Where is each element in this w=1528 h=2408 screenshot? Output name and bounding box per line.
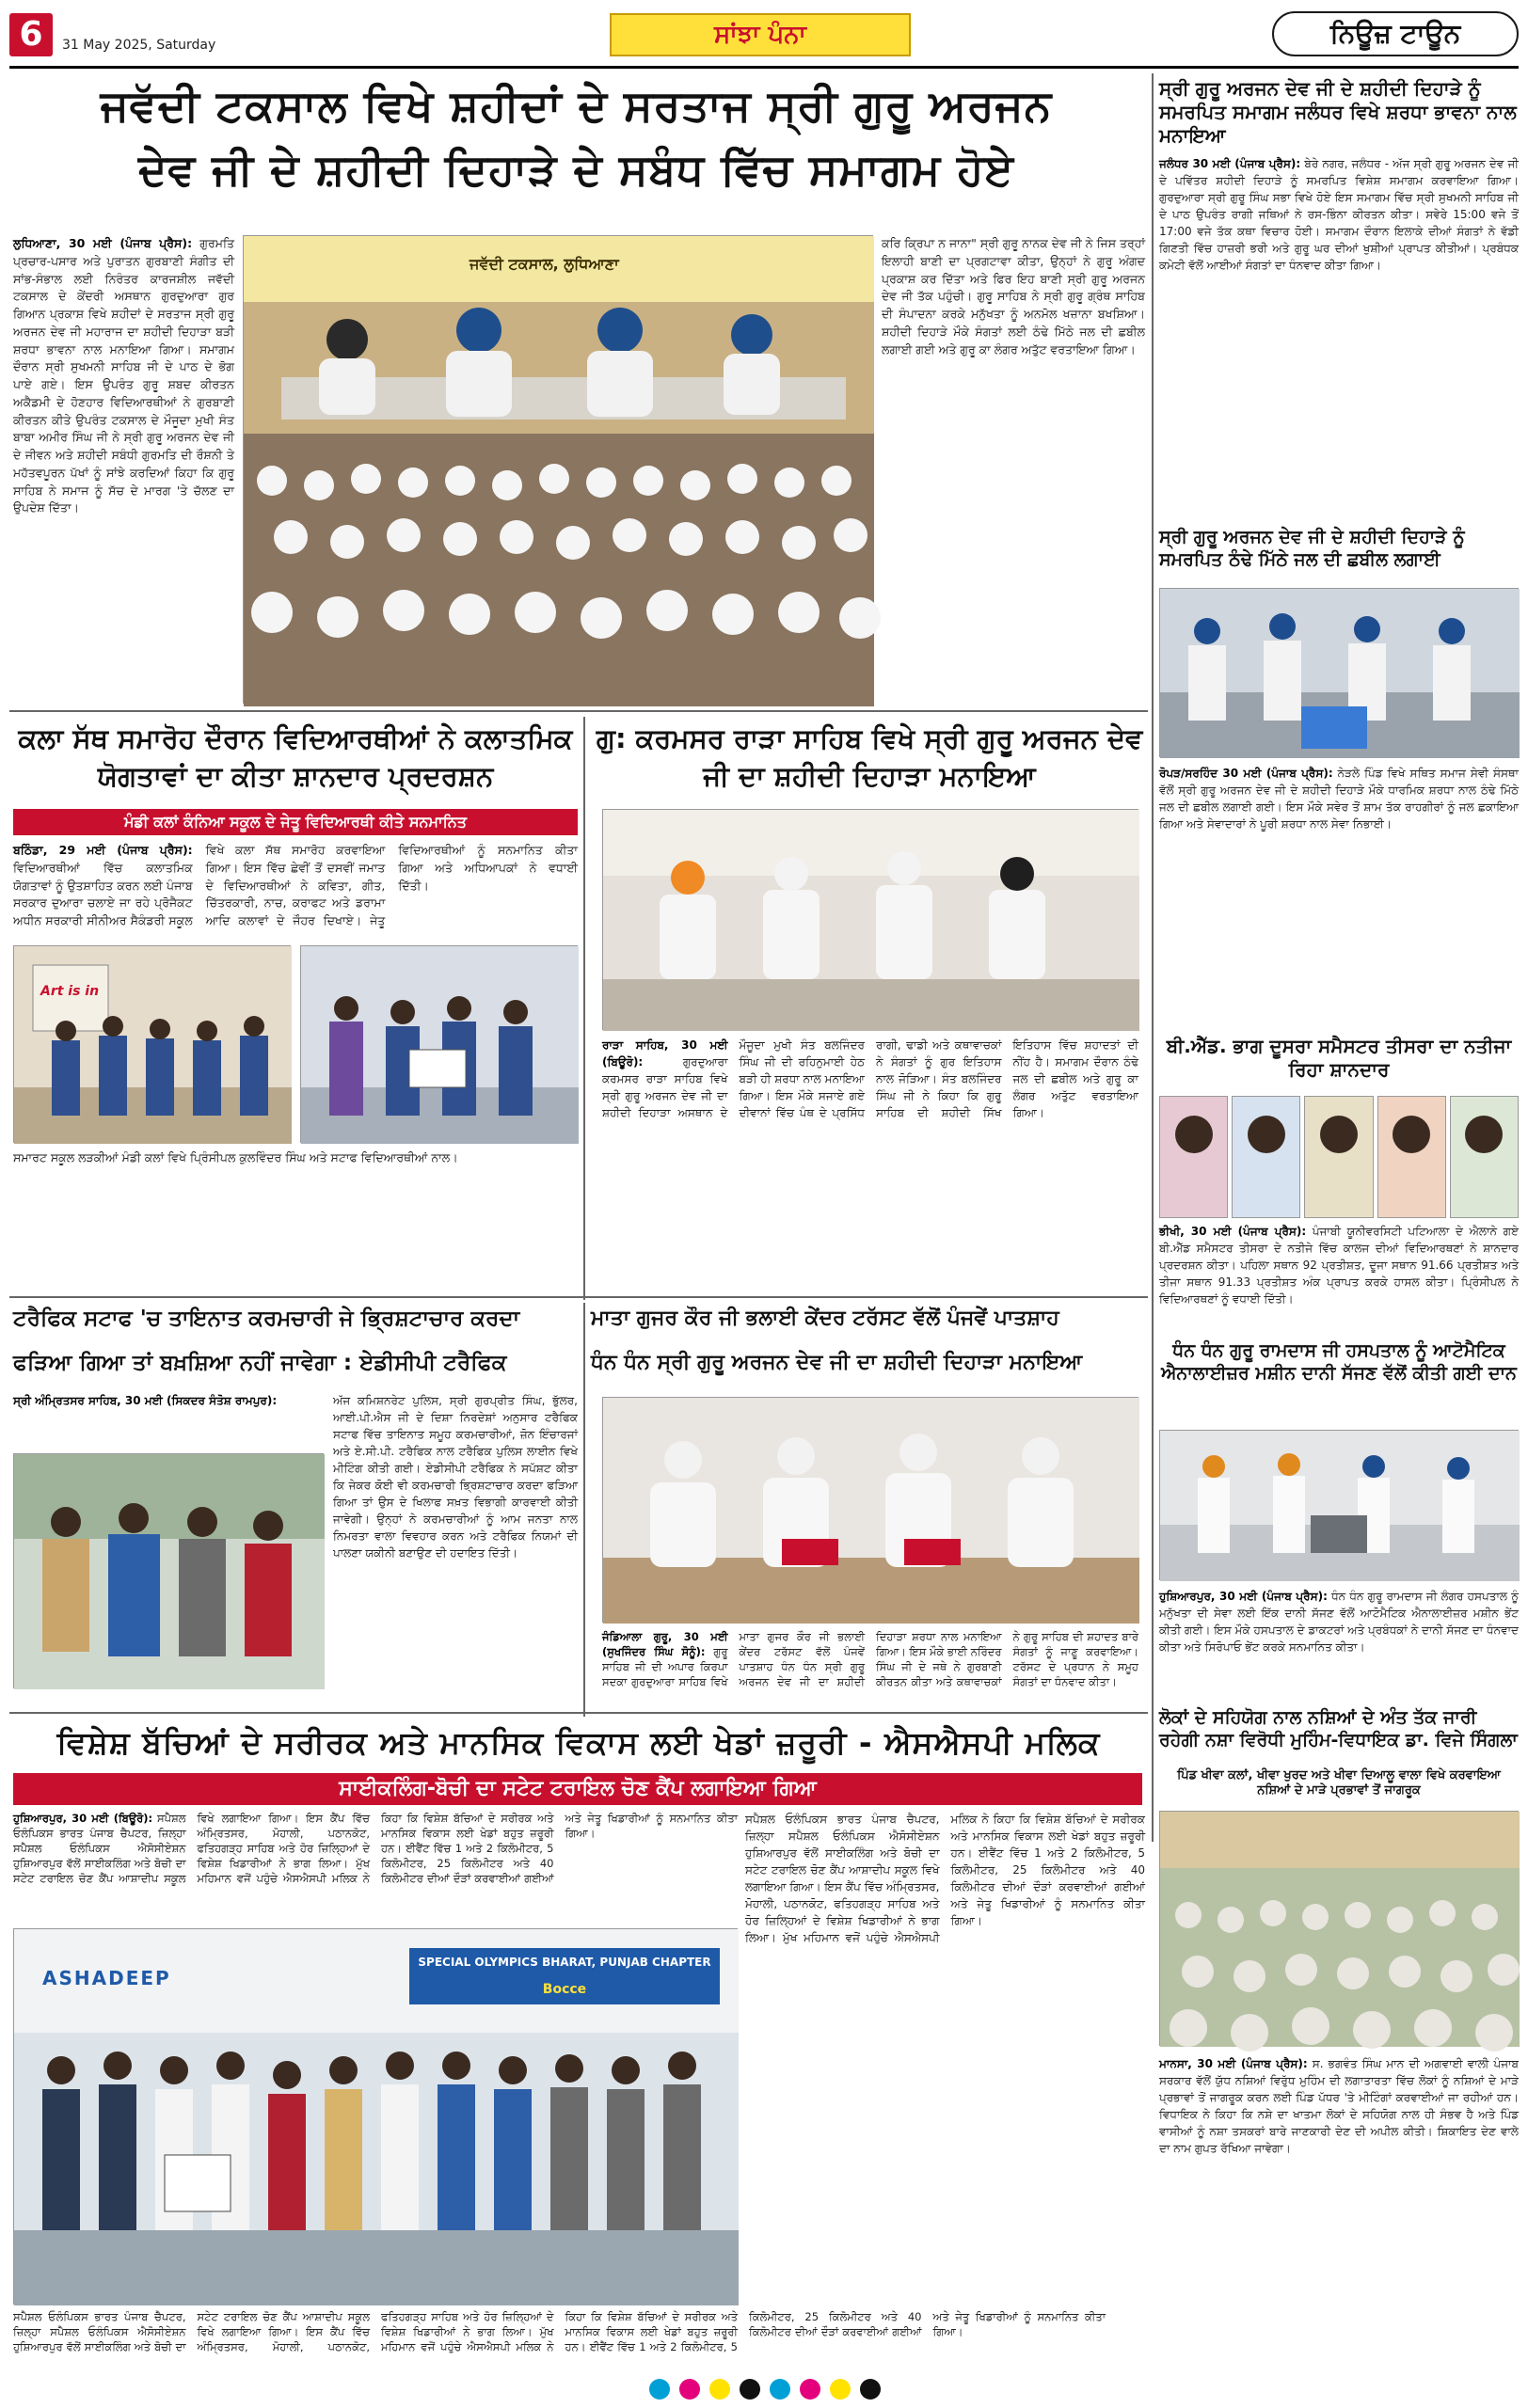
issue-date: 31 May 2025, Saturday: [62, 38, 216, 53]
traffic-body: [333, 1392, 578, 1693]
right-story5-dateline: ਮਾਨਸਾ, 30 ਮਈ (ਪੰਜਾਬ ਪ੍ਰੈਸ):: [1159, 2057, 1308, 2070]
right-column-rule: [1152, 73, 1154, 1842]
chhabeel-illustration: [1160, 589, 1520, 758]
sports-photo: [13, 1928, 738, 2305]
right-story4-dateline: ਹੁਸ਼ਿਆਰਪੁਰ, 30 ਮਈ (ਪੰਜਾਬ ਪ੍ਰੈਸ):: [1159, 1590, 1328, 1603]
topper-photo: [1232, 1096, 1300, 1218]
reg-dot-magenta: [679, 2379, 700, 2400]
page-number-box: [9, 13, 53, 56]
kirtan-stage-illustration: [244, 236, 874, 705]
brand-logo: [1272, 11, 1519, 56]
lead-dateline: ਲੁਧਿਆਣਾ, 30 ਮਈ (ਪੰਜਾਬ ਪ੍ਰੈਸ):: [13, 236, 193, 250]
topper-photo: [1304, 1096, 1373, 1218]
mid-left-photo-2: [300, 945, 578, 1143]
mata-gujar-rule: [583, 1303, 585, 1717]
mid-center-headline: ਗੁ: ਕਰਮਸਰ ਰਾੜਾ ਸਾਹਿਬ ਵਿਖੇ ਸ੍ਰੀ ਗੁਰੂ ਅਰਜਨ ਦੇਵ ਜੀ ਦਾ ਸ਼ਹੀਦੀ ਦਿਹਾੜਾ ਮਨਾਇਆ: [596, 722, 1143, 792]
mid-center-dateline: ਰਾੜਾ ਸਾਹਿਬ, 30 ਮਈ (ਬਿਊਰੋ):: [602, 1038, 728, 1069]
right-story5-text: ਸ. ਭਗਵੰਤ ਸਿੰਘ ਮਾਨ ਦੀ ਅਗਵਾਈ ਵਾਲੀ ਪੰਜਾਬ ਸਰਕਾਰ ਵੱਲੋਂ ਯੁੱਧ ਨਸ਼ਿਆਂ ਵਿਰੁੱਧ ਮੁਹਿੰਮ ਦੀ ਲਗਾਤਾਰਤਾ ਵਿੱਚ ਲੋਕਾਂ ਨੂੰ ਨਸ਼ਿਆਂ ਦੇ ਮਾੜੇ ਪ੍ਰਭਾਵਾਂ ਤੋਂ ਜਾਗਰੂਕ ਕਰਨ ਲਈ ਪਿੰਡ ਪੱਧਰ 'ਤੇ ਮੀਟਿੰਗਾਂ ਕਰਵਾਈਆਂ ਜਾ ਰਹੀਆਂ ਹਨ। ਵਿਧਾਇਕ ਨੇ ਕਿਹਾ ਕਿ ਨਸ਼ੇ ਦਾ ਖਾਤਮਾ ਲੋਕਾਂ ਦੇ ਸਹਿਯੋਗ ਨਾਲ ਹੀ ਸੰਭਵ ਹੈ ਅਤੇ ਪਿੰਡ ਵਾਸੀਆਂ ਨੂੰ ਨਸ਼ਾ ਤਸਕਰਾਂ ਬਾਰੇ ਜਾਣਕਾਰੀ ਦੇਣ ਦੀ ਅਪੀਲ ਕੀਤੀ। ਸ਼ਿਕਾਇਤ ਦੇਣ ਵਾਲੇ ਦਾ ਨਾਮ ਗੁਪਤ ਰੱਖਿਆ ਜਾਵੇਗਾ।: [1159, 2057, 1519, 2155]
topper-photo: [1377, 1096, 1446, 1218]
lead-headline-1: ਜਵੱਦੀ ਟਕਸਾਲ ਵਿਖੇ ਸ਼ਹੀਦਾਂ ਦੇ ਸਰਤਾਜ ਸ੍ਰੀ ਗੁਰੂ ਅਰਜਨ: [100, 80, 1053, 131]
mata-gujar-dateline: ਜੰਡਿਆਲਾ ਗੁਰੂ, 30 ਮਈ (ਸੁਖਜਿੰਦਰ ਸਿੰਘ ਸੋਨੂੰ):: [602, 1630, 728, 1659]
right-story1-body: [1159, 155, 1519, 517]
right-story4-body: [1159, 1588, 1519, 1705]
right-story1-text: ਬੇਰੇ ਨਗਰ, ਜਲੰਧਰ - ਅੱਜ ਸ੍ਰੀ ਗੁਰੂ ਅਰਜਨ ਦੇਵ ਜੀ ਦੇ ਪਵਿੱਤਰ ਸ਼ਹੀਦੀ ਦਿਹਾੜੇ ਨੂੰ ਸਮਰਪਿਤ ਵਿਸ਼ੇਸ਼ ਸਮਾਗਮ ਕਰਵਾਇਆ ਗਿਆ। ਗੁਰਦੁਆਰਾ ਸ੍ਰੀ ਗੁਰੂ ਸਿੰਘ ਸਭਾ ਵਿਖੇ ਹੋਏ ਇਸ ਸਮਾਗਮ ਵਿੱਚ ਸ੍ਰੀ ਸੁਖਮਨੀ ਸਾਹਿਬ ਜੀ ਦੇ ਪਾਠ ਉਪਰੰਤ ਰਾਗੀ ਜਥਿਆਂ ਨੇ ਰਸ-ਭਿੰਨਾ ਕੀਰਤਨ ਕੀਤਾ। ਸਵੇਰੇ 15:00 ਵਜੇ ਤੋਂ 17:00 ਵਜੇ ਤੱਕ ਕਥਾ ਵਿਚਾਰ ਹੋਈ। ਸਮਾਗਮ ਦੌਰਾਨ ਇਲਾਕੇ ਦੀਆਂ ਸੰਗਤਾਂ ਨੇ ਵੱਡੀ ਗਿਣਤੀ ਵਿੱਚ ਹਾਜ਼ਰੀ ਭਰੀ ਅਤੇ ਗੁਰੂ ਘਰ ਦੀਆਂ ਖੁਸ਼ੀਆਂ ਪ੍ਰਾਪਤ ਕੀਤੀਆਂ। ਪ੍ਰਬੰਧਕ ਕਮੇਟੀ ਵੱਲੋਂ ਆਈਆਂ ਸੰਗਤਾਂ ਦਾ ਧੰਨਵਾਦ ਕੀਤਾ ਗਿਆ।: [1159, 157, 1519, 272]
art-sign: Art is in: [40, 984, 100, 999]
lead-photo-banner: ਜਵੱਦੀ ਟਕਸਾਲ, ਲੁਧਿਆਣਾ: [470, 255, 619, 273]
mid-divider: [9, 1296, 1148, 1298]
lead-divider: [9, 710, 1148, 712]
mid-center-body: [602, 1037, 1138, 1289]
sports-photo-sub: Bocce: [542, 1982, 587, 1997]
lead-body-left: [13, 235, 234, 687]
header-rule: [9, 66, 1519, 69]
mid-left-caption: [13, 1149, 578, 1281]
mid-left-body: [13, 842, 578, 941]
reg-dot-magenta: [800, 2379, 820, 2400]
sports-body-bottom: [13, 2309, 1106, 2368]
traffic-body-top: [13, 1392, 333, 1449]
traffic-photo: [13, 1453, 324, 1688]
mata-gujar-body: [602, 1629, 1138, 1704]
sports-photo-banner: SPECIAL OLYMPICS BHARAT, PUNJAB CHAPTER: [418, 1956, 711, 1969]
right-story3-body: [1159, 1223, 1519, 1336]
mid-center-text: ਗੁਰਦੁਆਰਾ ਕਰਮਸਰ ਰਾੜਾ ਸਾਹਿਬ ਵਿਖੇ ਸ੍ਰੀ ਗੁਰੂ ਅਰਜਨ ਦੇਵ ਜੀ ਦਾ ਸ਼ਹੀਦੀ ਦਿਹਾੜਾ ਅਸਥਾਨ ਦੇ ਮੌਜੂਦਾ ਮੁਖੀ ਸੰਤ ਬਲਜਿੰਦਰ ਸਿੰਘ ਜੀ ਦੀ ਰਹਿਨੁਮਾਈ ਹੇਠ ਬੜੀ ਹੀ ਸ਼ਰਧਾ ਨਾਲ ਮਨਾਇਆ ਗਿਆ। ਇਸ ਮੌਕੇ ਸਜਾਏ ਗਏ ਦੀਵਾਨਾਂ ਵਿੱਚ ਪੰਥ ਦੇ ਪ੍ਰਸਿੱਧ ਰਾਗੀ, ਢਾਡੀ ਅਤੇ ਕਥਾਵਾਚਕਾਂ ਨੇ ਸੰਗਤਾਂ ਨੂੰ ਗੁਰ ਇਤਿਹਾਸ ਨਾਲ ਜੋੜਿਆ। ਸੰਤ ਬਲਜਿੰਦਰ ਸਿੰਘ ਜੀ ਨੇ ਕਿਹਾ ਕਿ ਗੁਰੂ ਸਾਹਿਬ ਦੀ ਸ਼ਹੀਦੀ ਸਿੱਖ ਇਤਿਹਾਸ ਵਿੱਚ ਸ਼ਹਾਦਤਾਂ ਦੀ ਨੀਂਹ ਹੈ। ਸਮਾਗਮ ਦੌਰਾਨ ਠੰਢੇ ਜਲ ਦੀ ਛਬੀਲ ਅਤੇ ਗੁਰੂ ਕਾ ਲੰਗਰ ਅਤੁੱਟ ਵਰਤਾਇਆ ਗਿਆ।: [602, 1038, 1138, 1119]
sports-text-bottom: ਸਪੈਸ਼ਲ ਓਲੰਪਿਕਸ ਭਾਰਤ ਪੰਜਾਬ ਚੈਪਟਰ, ਜ਼ਿਲ੍ਹਾ ਸਪੈਸ਼ਲ ਓਲੰਪਿਕਸ ਐਸੋਸੀਏਸ਼ਨ ਹੁਸ਼ਿਆਰਪੁਰ ਵੱਲੋਂ ਸਾਈਕਲਿੰਗ ਅਤੇ ਬੋਚੀ ਦਾ ਸਟੇਟ ਟਰਾਇਲ ਚੋਣ ਕੈਂਪ ਆਸ਼ਾਦੀਪ ਸਕੂਲ ਵਿਖੇ ਲਗਾਇਆ ਗਿਆ। ਇਸ ਕੈਂਪ ਵਿੱਚ ਅੰਮ੍ਰਿਤਸਰ, ਮੋਹਾਲੀ, ਪਠਾਨਕੋਟ, ਫਤਿਹਗੜ੍ਹ ਸਾਹਿਬ ਅਤੇ ਹੋਰ ਜ਼ਿਲ੍ਹਿਆਂ ਦੇ ਵਿਸ਼ੇਸ਼ ਖਿਡਾਰੀਆਂ ਨੇ ਭਾਗ ਲਿਆ। ਮੁੱਖ ਮਹਿਮਾਨ ਵਜੋਂ ਪਹੁੰਚੇ ਐਸਐਸਪੀ ਮਲਿਕ ਨੇ ਕਿਹਾ ਕਿ ਵਿਸ਼ੇਸ਼ ਬੱਚਿਆਂ ਦੇ ਸਰੀਰਕ ਅਤੇ ਮਾਨਸਿਕ ਵਿਕਾਸ ਲਈ ਖੇਡਾਂ ਬਹੁਤ ਜ਼ਰੂਰੀ ਹਨ। ਈਵੈਂਟ ਵਿੱਚ 1 ਅਤੇ 2 ਕਿਲੋਮੀਟਰ, 5 ਕਿਲੋਮੀਟਰ, 25 ਕਿਲੋਮੀਟਰ ਅਤੇ 40 ਕਿਲੋਮੀਟਰ ਦੀਆਂ ਦੌੜਾਂ ਕਰਵਾਈਆਂ ਗਈਆਂ ਅਤੇ ਜੇਤੂ ਖਿਡਾਰੀਆਂ ਨੂੰ ਸਨਮਾਨਿਤ ਕੀਤਾ ਗਿਆ।: [13, 2310, 1106, 2354]
sports-body-top: [13, 1811, 738, 1922]
mid-center-photo: [602, 809, 1138, 1030]
right-story5-photo: [1159, 1811, 1519, 2046]
right-story3-text: ਪੰਜਾਬੀ ਯੂਨੀਵਰਸਿਟੀ ਪਟਿਆਲਾ ਦੇ ਐਲਾਨੇ ਗਏ ਬੀ.ਐੱਡ ਸਮੈਸਟਰ ਤੀਸਰਾ ਦੇ ਨਤੀਜੇ ਵਿੱਚ ਕਾਲਜ ਦੀਆਂ ਵਿਦਿਆਰਥਣਾਂ ਨੇ ਸ਼ਾਨਦਾਰ ਪ੍ਰਦਰਸ਼ਨ ਕੀਤਾ। ਪਹਿਲਾ ਸਥਾਨ 92 ਪ੍ਰਤੀਸ਼ਤ, ਦੂਜਾ ਸਥਾਨ 91.66 ਪ੍ਰਤੀਸ਼ਤ ਅਤੇ ਤੀਜਾ ਸਥਾਨ 91.33 ਪ੍ਰਤੀਸ਼ਤ ਅੰਕ ਪ੍ਰਾਪਤ ਕਰਕੇ ਹਾਸਲ ਕੀਤਾ। ਪ੍ਰਿੰਸੀਪਲ ਨੇ ਵਿਦਿਆਰਥਣਾਂ ਨੂੰ ਵਧਾਈ ਦਿੱਤੀ।: [1159, 1225, 1519, 1306]
mata-gujar-headline-1: ਮਾਤਾ ਗੁਜਰ ਕੌਰ ਜੀ ਭਲਾਈ ਕੇਂਦਰ ਟਰੱਸਟ ਵੱਲੋਂ ਪੰਜਵੇਂ ਪਾਤਸ਼ਾਹ: [591, 1307, 1059, 1330]
sports-text-right: ਸਪੈਸ਼ਲ ਓਲੰਪਿਕਸ ਭਾਰਤ ਪੰਜਾਬ ਚੈਪਟਰ, ਜ਼ਿਲ੍ਹਾ ਸਪੈਸ਼ਲ ਓਲੰਪਿਕਸ ਐਸੋਸੀਏਸ਼ਨ ਹੁਸ਼ਿਆਰਪੁਰ ਵੱਲੋਂ ਸਾਈਕਲਿੰਗ ਅਤੇ ਬੋਚੀ ਦਾ ਸਟੇਟ ਟਰਾਇਲ ਚੋਣ ਕੈਂਪ ਆਸ਼ਾਦੀਪ ਸਕੂਲ ਵਿਖੇ ਲਗਾਇਆ ਗਿਆ। ਇਸ ਕੈਂਪ ਵਿੱਚ ਅੰਮ੍ਰਿਤਸਰ, ਮੋਹਾਲੀ, ਪਠਾਨਕੋਟ, ਫਤਿਹਗੜ੍ਹ ਸਾਹਿਬ ਅਤੇ ਹੋਰ ਜ਼ਿਲ੍ਹਿਆਂ ਦੇ ਵਿਸ਼ੇਸ਼ ਖਿਡਾਰੀਆਂ ਨੇ ਭਾਗ ਲਿਆ। ਮੁੱਖ ਮਹਿਮਾਨ ਵਜੋਂ ਪਹੁੰਚੇ ਐਸਐਸਪੀ ਮਲਿਕ ਨੇ ਕਿਹਾ ਕਿ ਵਿਸ਼ੇਸ਼ ਬੱਚਿਆਂ ਦੇ ਸਰੀਰਕ ਅਤੇ ਮਾਨਸਿਕ ਵਿਕਾਸ ਲਈ ਖੇਡਾਂ ਬਹੁਤ ਜ਼ਰੂਰੀ ਹਨ। ਈਵੈਂਟ ਵਿੱਚ 1 ਅਤੇ 2 ਕਿਲੋਮੀਟਰ, 5 ਕਿਲੋਮੀਟਰ, 25 ਕਿਲੋਮੀਟਰ ਅਤੇ 40 ਕਿਲੋਮੀਟਰ ਦੀਆਂ ਦੌੜਾਂ ਕਰਵਾਈਆਂ ਗਈਆਂ ਅਤੇ ਜੇਤੂ ਖਿਡਾਰੀਆਂ ਨੂੰ ਸਨਮਾਨਿਤ ਕੀਤਾ ਗਿਆ।: [745, 1813, 1145, 1944]
right-story2-photo: [1159, 588, 1519, 757]
section-banner: [610, 13, 911, 56]
traffic-headline-1: ਟਰੈਫਿਕ ਸਟਾਫ 'ਚ ਤਾਇਨਾਤ ਕਰਮਚਾਰੀ ਜੇ ਭ੍ਰਿਸ਼ਟਾਚਾਰ ਕਰਦਾ: [13, 1307, 520, 1331]
topper-photo: [1450, 1096, 1519, 1218]
lead-body-right: [882, 235, 1145, 704]
sports-divider: [9, 1712, 1148, 1714]
mid-center-rule: [583, 717, 585, 1300]
sports-photo-tag: ASHADEEP: [42, 1967, 171, 1989]
mid-left-headline: ਕਲਾ ਸੱਥ ਸਮਾਰੋਹ ਦੌਰਾਨ ਵਿਦਿਆਰਥੀਆਂ ਨੇ ਕਲਾਤਮਿਕ ਯੋਗਤਾਵਾਂ ਦਾ ਕੀਤਾ ਸ਼ਾਨਦਾਰ ਪ੍ਰਦਰਸ਼ਨ: [18, 722, 573, 792]
right-story2-text: ਨੇੜਲੇ ਪਿੰਡ ਵਿਖੇ ਸਥਿਤ ਸਮਾਜ ਸੇਵੀ ਸੰਸਥਾ ਵੱਲੋਂ ਸ੍ਰੀ ਗੁਰੂ ਅਰਜਨ ਦੇਵ ਜੀ ਦੇ ਸ਼ਹੀਦੀ ਦਿਹਾੜੇ ਮੌਕੇ ਧਾਰਮਿਕ ਸ਼ਰਧਾ ਨਾਲ ਠੰਢੇ ਮਿੱਠੇ ਜਲ ਦੀ ਛਬੀਲ ਲਗਾਈ ਗਈ। ਇਸ ਮੌਕੇ ਸਵੇਰ ਤੋਂ ਸ਼ਾਮ ਤੱਕ ਰਾਹਗੀਰਾਂ ਨੂੰ ਜਲ ਛਕਾਇਆ ਗਿਆ ਅਤੇ ਸੇਵਾਦਾਰਾਂ ਨੇ ਪੂਰੀ ਸ਼ਰਧਾ ਨਾਲ ਸੇਵਾ ਨਿਭਾਈ।: [1159, 767, 1519, 831]
brand-name: ਨਿਊਜ਼ ਟਾਊਨ: [1329, 18, 1461, 49]
toppers-photo-strip: [1159, 1096, 1519, 1218]
right-story3-dateline: ਭੀਖੀ, 30 ਮਈ (ਪੰਜਾਬ ਪ੍ਰੈਸ):: [1159, 1225, 1307, 1238]
right-story2-body: [1159, 765, 1519, 1033]
sports-red-strip: ਸਾਈਕਲਿੰਗ-ਬੋਚੀ ਦਾ ਸਟੇਟ ਟਰਾਇਲ ਚੋਣ ਕੈਂਪ ਲਗਾਇਆ ਗਿਆ: [13, 1773, 1142, 1805]
traffic-dateline: ਸ੍ਰੀ ਅੰਮ੍ਰਿਤਸਰ ਸਾਹਿਬ, 30 ਮਈ (ਸਿਕਦਰ ਸੰਤੋਸ਼ ਰਾਮਪੁਰ):: [13, 1394, 278, 1407]
sports-headline: ਵਿਸ਼ੇਸ਼ ਬੱਚਿਆਂ ਦੇ ਸਰੀਰਕ ਅਤੇ ਮਾਨਸਿਕ ਵਿਕਾਸ ਲਈ ਖੇਡਾਂ ਜ਼ਰੂਰੀ - ਐਸਐਸਪੀ ਮਲਿਕ: [56, 1724, 1101, 1761]
mata-gujar-kirtan-illustration: [603, 1398, 1139, 1624]
award-ceremony-illustration: [301, 946, 579, 1144]
traffic-meeting-illustration: [14, 1454, 325, 1689]
mata-gujar-photo: [602, 1397, 1138, 1623]
reg-dot-black: [860, 2379, 881, 2400]
right-story3-headline: ਬੀ.ਐੱਡ. ਭਾਗ ਦੂਸਰਾ ਸਮੈਸਟਰ ਤੀਸਰਾ ਦਾ ਨਤੀਜਾ ਰਿਹਾ ਸ਼ਾਨਦਾਰ: [1166, 1035, 1512, 1081]
section-title: ਸਾਂਝਾ ਪੰਨਾ: [714, 21, 806, 49]
traffic-headline-2: ਫੜਿਆ ਗਿਆ ਤਾਂ ਬਖ਼ਸ਼ਿਆ ਨਹੀਂ ਜਾਵੇਗਾ : ਏਡੀਸੀਪੀ ਟਰੈਫਿਕ: [13, 1351, 507, 1375]
topper-photo: [1159, 1096, 1228, 1218]
right-story5-subhead: ਪਿੰਡ ਖੀਵਾ ਕਲਾਂ, ਖੀਵਾ ਖੁਰਦ ਅਤੇ ਖੀਵਾ ਦਿਆਲੂ ਵਾਲਾ ਵਿਖੇ ਕਰਵਾਇਆ ਨਸ਼ਿਆਂ ਦੇ ਮਾੜੇ ਪ੍ਰਭਾਵਾਂ ਤੋਂ ਜਾਗਰੂਕ: [1177, 1768, 1501, 1798]
rara-sahib-illustration: [603, 810, 1139, 1031]
reg-dot-cyan: [770, 2379, 790, 2400]
right-story5-headline: ਲੋਕਾਂ ਦੇ ਸਹਿਯੋਗ ਨਾਲ ਨਸ਼ਿਆਂ ਦੇ ਅੰਤ ਤੱਕ ਜਾਰੀ ਰਹੇਗੀ ਨਸ਼ਾ ਵਿਰੋਧੀ ਮੁਹਿੰਮ-ਵਿਧਾਇਕ ਡਾ. ਵਿਜੇ ਸਿੰਗਲਾ: [1159, 1707, 1518, 1751]
right-story4-text: ਧੰਨ ਧੰਨ ਗੁਰੂ ਰਾਮਦਾਸ ਜੀ ਲੰਗਰ ਹਸਪਤਾਲ ਨੂੰ ਮਨੁੱਖਤਾ ਦੀ ਸੇਵਾ ਲਈ ਇੱਕ ਦਾਨੀ ਸੱਜਣ ਵੱਲੋਂ ਆਟੋਮੈਟਿਕ ਐਨਾਲਾਈਜ਼ਰ ਮਸ਼ੀਨ ਭੇਂਟ ਕੀਤੀ ਗਈ। ਇਸ ਮੌਕੇ ਹਸਪਤਾਲ ਦੇ ਡਾਕਟਰਾਂ ਅਤੇ ਪ੍ਰਬੰਧਕਾਂ ਨੇ ਦਾਨੀ ਸੱਜਣ ਦਾ ਧੰਨਵਾਦ ਕੀਤਾ ਅਤੇ ਸਿਰੋਪਾਓ ਭੇਂਟ ਕਰਕੇ ਸਨਮਾਨਿਤ ਕੀਤਾ।: [1159, 1590, 1519, 1654]
sports-text: ਸਪੈਸ਼ਲ ਓਲੰਪਿਕਸ ਭਾਰਤ ਪੰਜਾਬ ਚੈਪਟਰ, ਜ਼ਿਲ੍ਹਾ ਸਪੈਸ਼ਲ ਓਲੰਪਿਕਸ ਐਸੋਸੀਏਸ਼ਨ ਹੁਸ਼ਿਆਰਪੁਰ ਵੱਲੋਂ ਸਾਈਕਲਿੰਗ ਅਤੇ ਬੋਚੀ ਦਾ ਸਟੇਟ ਟਰਾਇਲ ਚੋਣ ਕੈਂਪ ਆਸ਼ਾਦੀਪ ਸਕੂਲ ਵਿਖੇ ਲਗਾਇਆ ਗਿਆ। ਇਸ ਕੈਂਪ ਵਿੱਚ ਅੰਮ੍ਰਿਤਸਰ, ਮੋਹਾਲੀ, ਪਠਾਨਕੋਟ, ਫਤਿਹਗੜ੍ਹ ਸਾਹਿਬ ਅਤੇ ਹੋਰ ਜ਼ਿਲ੍ਹਿਆਂ ਦੇ ਵਿਸ਼ੇਸ਼ ਖਿਡਾਰੀਆਂ ਨੇ ਭਾਗ ਲਿਆ। ਮੁੱਖ ਮਹਿਮਾਨ ਵਜੋਂ ਪਹੁੰਚੇ ਐਸਐਸਪੀ ਮਲਿਕ ਨੇ ਕਿਹਾ ਕਿ ਵਿਸ਼ੇਸ਼ ਬੱਚਿਆਂ ਦੇ ਸਰੀਰਕ ਅਤੇ ਮਾਨਸਿਕ ਵਿਕਾਸ ਲਈ ਖੇਡਾਂ ਬਹੁਤ ਜ਼ਰੂਰੀ ਹਨ। ਈਵੈਂਟ ਵਿੱਚ 1 ਅਤੇ 2 ਕਿਲੋਮੀਟਰ, 5 ਕਿਲੋਮੀਟਰ, 25 ਕਿਲੋਮੀਟਰ ਅਤੇ 40 ਕਿਲੋਮੀਟਰ ਦੀਆਂ ਦੌੜਾਂ ਕਰਵਾਈਆਂ ਗਈਆਂ ਅਤੇ ਜੇਤੂ ਖਿਡਾਰੀਆਂ ਨੂੰ ਸਨਮਾਨਿਤ ਕੀਤਾ ਗਿਆ।: [13, 1812, 738, 1886]
mid-left-red-strip: ਮੰਡੀ ਕਲਾਂ ਕੰਨਿਆ ਸਕੂਲ ਦੇ ਜੇਤੂ ਵਿਦਿਆਰਥੀ ਕੀਤੇ ਸਨਮਾਨਿਤ: [13, 809, 578, 835]
mata-gujar-text: ਗੁਰੂ ਸਾਹਿਬ ਜੀ ਦੀ ਅਪਾਰ ਕਿਰਪਾ ਸਦਕਾ ਗੁਰਦੁਆਰਾ ਸਾਹਿਬ ਵਿਖੇ ਮਾਤਾ ਗੁਜਰ ਕੌਰ ਜੀ ਭਲਾਈ ਕੇਂਦਰ ਟਰੱਸਟ ਵੱਲੋਂ ਪੰਜਵੇਂ ਪਾਤਸ਼ਾਹ ਧੰਨ ਧੰਨ ਸ੍ਰੀ ਗੁਰੂ ਅਰਜਨ ਦੇਵ ਜੀ ਦਾ ਸ਼ਹੀਦੀ ਦਿਹਾੜਾ ਸ਼ਰਧਾ ਨਾਲ ਮਨਾਇਆ ਗਿਆ। ਇਸ ਮੌਕੇ ਭਾਈ ਨਰਿੰਦਰ ਸਿੰਘ ਜੀ ਦੇ ਜਥੇ ਨੇ ਗੁਰਬਾਣੀ ਕੀਰਤਨ ਕੀਤਾ ਅਤੇ ਕਥਾਵਾਚਕਾਂ ਨੇ ਗੁਰੂ ਸਾਹਿਬ ਦੀ ਸ਼ਹਾਦਤ ਬਾਰੇ ਸੰਗਤਾਂ ਨੂੰ ਜਾਣੂ ਕਰਵਾਇਆ। ਟਰੱਸਟ ਦੇ ਪ੍ਰਧਾਨ ਨੇ ਸਮੂਹ ਸੰਗਤਾਂ ਦਾ ਧੰਨਵਾਦ ਕੀਤਾ।: [602, 1630, 1138, 1689]
reg-dot-yellow: [709, 2379, 730, 2400]
lead-headline-2: ਦੇਵ ਜੀ ਦੇ ਸ਼ਹੀਦੀ ਦਿਹਾੜੇ ਦੇ ਸਬੰਧ ਵਿੱਚ ਸਮਾਗਮ ਹੋਏ: [137, 144, 1014, 195]
village-meeting-illustration: [1160, 1812, 1520, 2047]
traffic-text: ਅੱਜ ਕਮਿਸ਼ਨਰੇਟ ਪੁਲਿਸ, ਸ੍ਰੀ ਗੁਰਪ੍ਰੀਤ ਸਿੰਘ, ਭੁੱਲਰ, ਆਈ.ਪੀ.ਐਸ ਜੀ ਦੇ ਦਿਸ਼ਾ ਨਿਰਦੇਸ਼ਾਂ ਅਨੁਸਾਰ ਟਰੈਫਿਕ ਸਟਾਫ ਵਿੱਚ ਤਾਇਨਾਤ ਸਮੂਹ ਕਰਮਚਾਰੀਆਂ, ਜ਼ੋਨ ਇੰਚਾਰਜਾਂ ਅਤੇ ਏ.ਸੀ.ਪੀ. ਟਰੈਫਿਕ ਨਾਲ ਟਰੈਫਿਕ ਪੁਲਿਸ ਲਾਈਨ ਵਿਖੇ ਮੀਟਿੰਗ ਕੀਤੀ ਗਈ। ਏਡੀਸੀਪੀ ਟਰੈਫਿਕ ਨੇ ਸਪੱਸ਼ਟ ਕੀਤਾ ਕਿ ਜੇਕਰ ਕੋਈ ਵੀ ਕਰਮਚਾਰੀ ਭ੍ਰਿਸ਼ਟਾਚਾਰ ਕਰਦਾ ਫੜਿਆ ਗਿਆ ਤਾਂ ਉਸ ਦੇ ਖਿਲਾਫ ਸਖ਼ਤ ਵਿਭਾਗੀ ਕਾਰਵਾਈ ਕੀਤੀ ਜਾਵੇਗੀ। ਉਨ੍ਹਾਂ ਨੇ ਕਰਮਚਾਰੀਆਂ ਨੂੰ ਆਮ ਜਨਤਾ ਨਾਲ ਨਿਮਰਤਾ ਵਾਲਾ ਵਿਵਹਾਰ ਕਰਨ ਅਤੇ ਟਰੈਫਿਕ ਨਿਯਮਾਂ ਦੀ ਪਾਲਣਾ ਯਕੀਨੀ ਬਣਾਉਣ ਦੀ ਹਦਾਇਤ ਦਿੱਤੀ।: [333, 1394, 578, 1560]
page-number: 6: [19, 15, 43, 54]
reg-dot-cyan: [649, 2379, 670, 2400]
right-story5-body: [1159, 2055, 1519, 2366]
reg-dot-black: [740, 2379, 760, 2400]
reg-dot-yellow: [830, 2379, 851, 2400]
school-group-illustration: [14, 946, 292, 1144]
mid-left-photo-1: [13, 945, 291, 1143]
right-story4-photo: [1159, 1430, 1519, 1580]
sports-body-right: [745, 1811, 1145, 2366]
mid-left-caption-text: ਸਮਾਰਟ ਸਕੂਲ ਲੜਕੀਆਂ ਮੰਡੀ ਕਲਾਂ ਵਿਖੇ ਪ੍ਰਿੰਸੀਪਲ ਕੁਲਵਿੰਦਰ ਸਿੰਘ ਅਤੇ ਸਟਾਫ ਵਿਦਿਆਰਥੀਆਂ ਨਾਲ।: [13, 1150, 458, 1164]
lead-text-left: ਗੁਰਮਤਿ ਪ੍ਰਚਾਰ-ਪਸਾਰ ਅਤੇ ਪੁਰਾਤਨ ਗੁਰਬਾਣੀ ਸੰਗੀਤ ਦੀ ਸਾਂਭ-ਸੰਭਾਲ ਲਈ ਨਿਰੰਤਰ ਕਾਰਜਸ਼ੀਲ ਜਵੱਦੀ ਟਕਸਾਲ ਦੇ ਕੇਂਦਰੀ ਅਸਥਾਨ ਗੁਰਦੁਆਰਾ ਗੁਰ ਗਿਆਨ ਪ੍ਰਕਾਸ਼ ਵਿਖੇ ਸ਼ਹੀਦਾਂ ਦੇ ਸਰਤਾਜ ਸ੍ਰੀ ਗੁਰੂ ਅਰਜਨ ਦੇਵ ਜੀ ਮਹਾਰਾਜ ਦਾ ਸ਼ਹੀਦੀ ਦਿਹਾੜਾ ਬੜੀ ਸ਼ਰਧਾ ਭਾਵਨਾ ਨਾਲ ਮਨਾਇਆ ਗਿਆ। ਸਮਾਗਮ ਦੌਰਾਨ ਸ੍ਰੀ ਸੁਖਮਨੀ ਸਾਹਿਬ ਜੀ ਦੇ ਪਾਠ ਦੇ ਭੋਗ ਪਾਏ ਗਏ। ਇਸ ਉਪਰੰਤ ਗੁਰੂ ਸ਼ਬਦ ਕੀਰਤਨ ਅਕੈਡਮੀ ਦੇ ਹੋਣਹਾਰ ਵਿਦਿਆਰਥੀਆਂ ਨੇ ਗੁਰਬਾਣੀ ਕੀਰਤਨ ਕੀਤੇ ਉਪਰੰਤ ਟਕਸਾਲ ਦੇ ਮੌਜੂਦਾ ਮੁਖੀ ਸੰਤ ਬਾਬਾ ਅਮੀਰ ਸਿੰਘ ਜੀ ਨੇ ਸ੍ਰੀ ਗੁਰੂ ਅਰਜਨ ਦੇਵ ਜੀ ਦੇ ਜੀਵਨ ਅਤੇ ਸ਼ਹੀਦੀ ਸਬੰਧੀ ਗੁਰਮਤਿ ਦੀ ਰੌਸ਼ਨੀ ਤੇ ਮਹੱਤਵਪੂਰਨ ਪੱਖਾਂ ਨੂੰ ਸਾਂਝੇ ਕਰਦਿਆਂ ਕਿਹਾ ਕਿ ਗੁਰੂ ਸਾਹਿਬ ਨੇ ਸਮਾਜ ਨੂੰ ਸੱਚ ਦੇ ਮਾਰਗ 'ਤੇ ਚੱਲਣ ਦਾ ਉਪਦੇਸ਼ ਦਿੱਤਾ।: [13, 236, 234, 515]
right-story2-headline: ਸ੍ਰੀ ਗੁਰੂ ਅਰਜਨ ਦੇਵ ਜੀ ਦੇ ਸ਼ਹੀਦੀ ਦਿਹਾੜੇ ਨੂੰ ਸਮਰਪਿਤ ਠੰਢੇ ਮਿੱਠੇ ਜਲ ਦੀ ਛਬੀਲ ਲਗਾਈ: [1159, 527, 1465, 570]
right-story2-dateline: ਰੋਪੜ/ਸਰਹਿੰਦ 30 ਮਈ (ਪੰਜਾਬ ਪ੍ਰੈਸ):: [1159, 767, 1333, 780]
right-story1-dateline: ਜਲੰਧਰ 30 ਮਈ (ਪੰਜਾਬ ਪ੍ਰੈਸ):: [1159, 157, 1301, 170]
lead-text-right: ਕਰਿ ਕ੍ਰਿਪਾ ਨ ਜਾਨਾ" ਸ੍ਰੀ ਗੁਰੂ ਨਾਨਕ ਦੇਵ ਜੀ ਨੇ ਜਿਸ ਤਰ੍ਹਾਂ ਇਲਾਹੀ ਬਾਣੀ ਦਾ ਪ੍ਰਗਟਾਵਾ ਕੀਤਾ, ਉਨ੍ਹਾਂ ਨੇ ਗੁਰੂ ਅੰਗਦ ਪ੍ਰਕਾਸ਼ ਕਰ ਦਿੱਤਾ ਅਤੇ ਫਿਰ ਇਹ ਬਾਣੀ ਸ੍ਰੀ ਗੁਰੂ ਅਰਜਨ ਦੇਵ ਜੀ ਤੱਕ ਪਹੁੰਚੀ। ਗੁਰੂ ਸਾਹਿਬ ਨੇ ਸ੍ਰੀ ਗੁਰੂ ਗ੍ਰੰਥ ਸਾਹਿਬ ਦੀ ਸੰਪਾਦਨਾ ਕਰਕੇ ਮਨੁੱਖਤਾ ਨੂੰ ਅਨਮੋਲ ਖਜ਼ਾਨਾ ਬਖਸ਼ਿਆ। ਸ਼ਹੀਦੀ ਦਿਹਾੜੇ ਮੌਕੇ ਸੰਗਤਾਂ ਲਈ ਠੰਢੇ ਮਿੱਠੇ ਜਲ ਦੀ ਛਬੀਲ ਲਗਾਈ ਗਈ ਅਤੇ ਗੁਰੂ ਕਾ ਲੰਗਰ ਅਤੁੱਟ ਵਰਤਾਇਆ ਗਿਆ।: [882, 236, 1145, 356]
mata-gujar-headline-2: ਧੰਨ ਧੰਨ ਸ੍ਰੀ ਗੁਰੂ ਅਰਜਨ ਦੇਵ ਜੀ ਦਾ ਸ਼ਹੀਦੀ ਦਿਹਾੜਾ ਮਨਾਇਆ: [591, 1351, 1083, 1374]
hospital-donation-illustration: [1160, 1431, 1520, 1581]
sports-dateline: ਹੁਸ਼ਿਆਰਪੁਰ, 30 ਮਈ (ਬਿਊਰੋ):: [13, 1812, 153, 1825]
right-story4-headline: ਧੰਨ ਧੰਨ ਗੁਰੂ ਰਾਮਦਾਸ ਜੀ ਹਸਪਤਾਲ ਨੂੰ ਆਟੋਮੈਟਿਕ ਐਨਾਲਾਈਜ਼ਰ ਮਸ਼ੀਨ ਦਾਨੀ ਸੱਜਣ ਵੱਲੋਂ ਕੀਤੀ ਗਈ ਦਾਨ: [1161, 1340, 1517, 1384]
registration-marks: [612, 2376, 922, 2402]
right-story1-headline: ਸ੍ਰੀ ਗੁਰੂ ਅਰਜਨ ਦੇਵ ਜੀ ਦੇ ਸ਼ਹੀਦੀ ਦਿਹਾੜੇ ਨੂੰ ਸਮਰਪਿਤ ਸਮਾਗਮ ਜਲੰਧਰ ਵਿਖੇ ਸ਼ਰਧਾ ਭਾਵਨਾ ਨਾਲ ਮਨਾਇਆ: [1159, 77, 1517, 147]
mid-left-dateline: ਬਠਿੰਡਾ, 29 ਮਈ (ਪੰਜਾਬ ਪ੍ਰੈਸ):: [13, 843, 193, 857]
lead-photo: [243, 235, 873, 704]
mid-left-text: ਵਿਦਿਆਰਥੀਆਂ ਵਿੱਚ ਕਲਾਤਮਿਕ ਯੋਗਤਾਵਾਂ ਨੂੰ ਉਤਸ਼ਾਹਿਤ ਕਰਨ ਲਈ ਪੰਜਾਬ ਸਰਕਾਰ ਦੁਆਰਾ ਚਲਾਏ ਜਾ ਰਹੇ ਪ੍ਰੋਜੈਕਟ ਅਧੀਨ ਸਰਕਾਰੀ ਸੀਨੀਅਰ ਸੈਕੰਡਰੀ ਸਕੂਲ ਵਿਖੇ ਕਲਾ ਸੱਥ ਸਮਾਰੋਹ ਕਰਵਾਇਆ ਗਿਆ। ਇਸ ਵਿੱਚ ਛੇਵੀਂ ਤੋਂ ਦਸਵੀਂ ਜਮਾਤ ਦੇ ਵਿਦਿਆਰਥੀਆਂ ਨੇ ਕਵਿਤਾ, ਗੀਤ, ਚਿੱਤਰਕਾਰੀ, ਨਾਚ, ਕਰਾਫਟ ਅਤੇ ਡਰਾਮਾ ਆਦਿ ਕਲਾਵਾਂ ਦੇ ਜੌਹਰ ਦਿਖਾਏ। ਜੇਤੂ ਵਿਦਿਆਰਥੀਆਂ ਨੂੰ ਸਨਮਾਨਿਤ ਕੀਤਾ ਗਿਆ ਅਤੇ ਅਧਿਆਪਕਾਂ ਨੇ ਵਧਾਈ ਦਿੱਤੀ।: [13, 843, 578, 927]
